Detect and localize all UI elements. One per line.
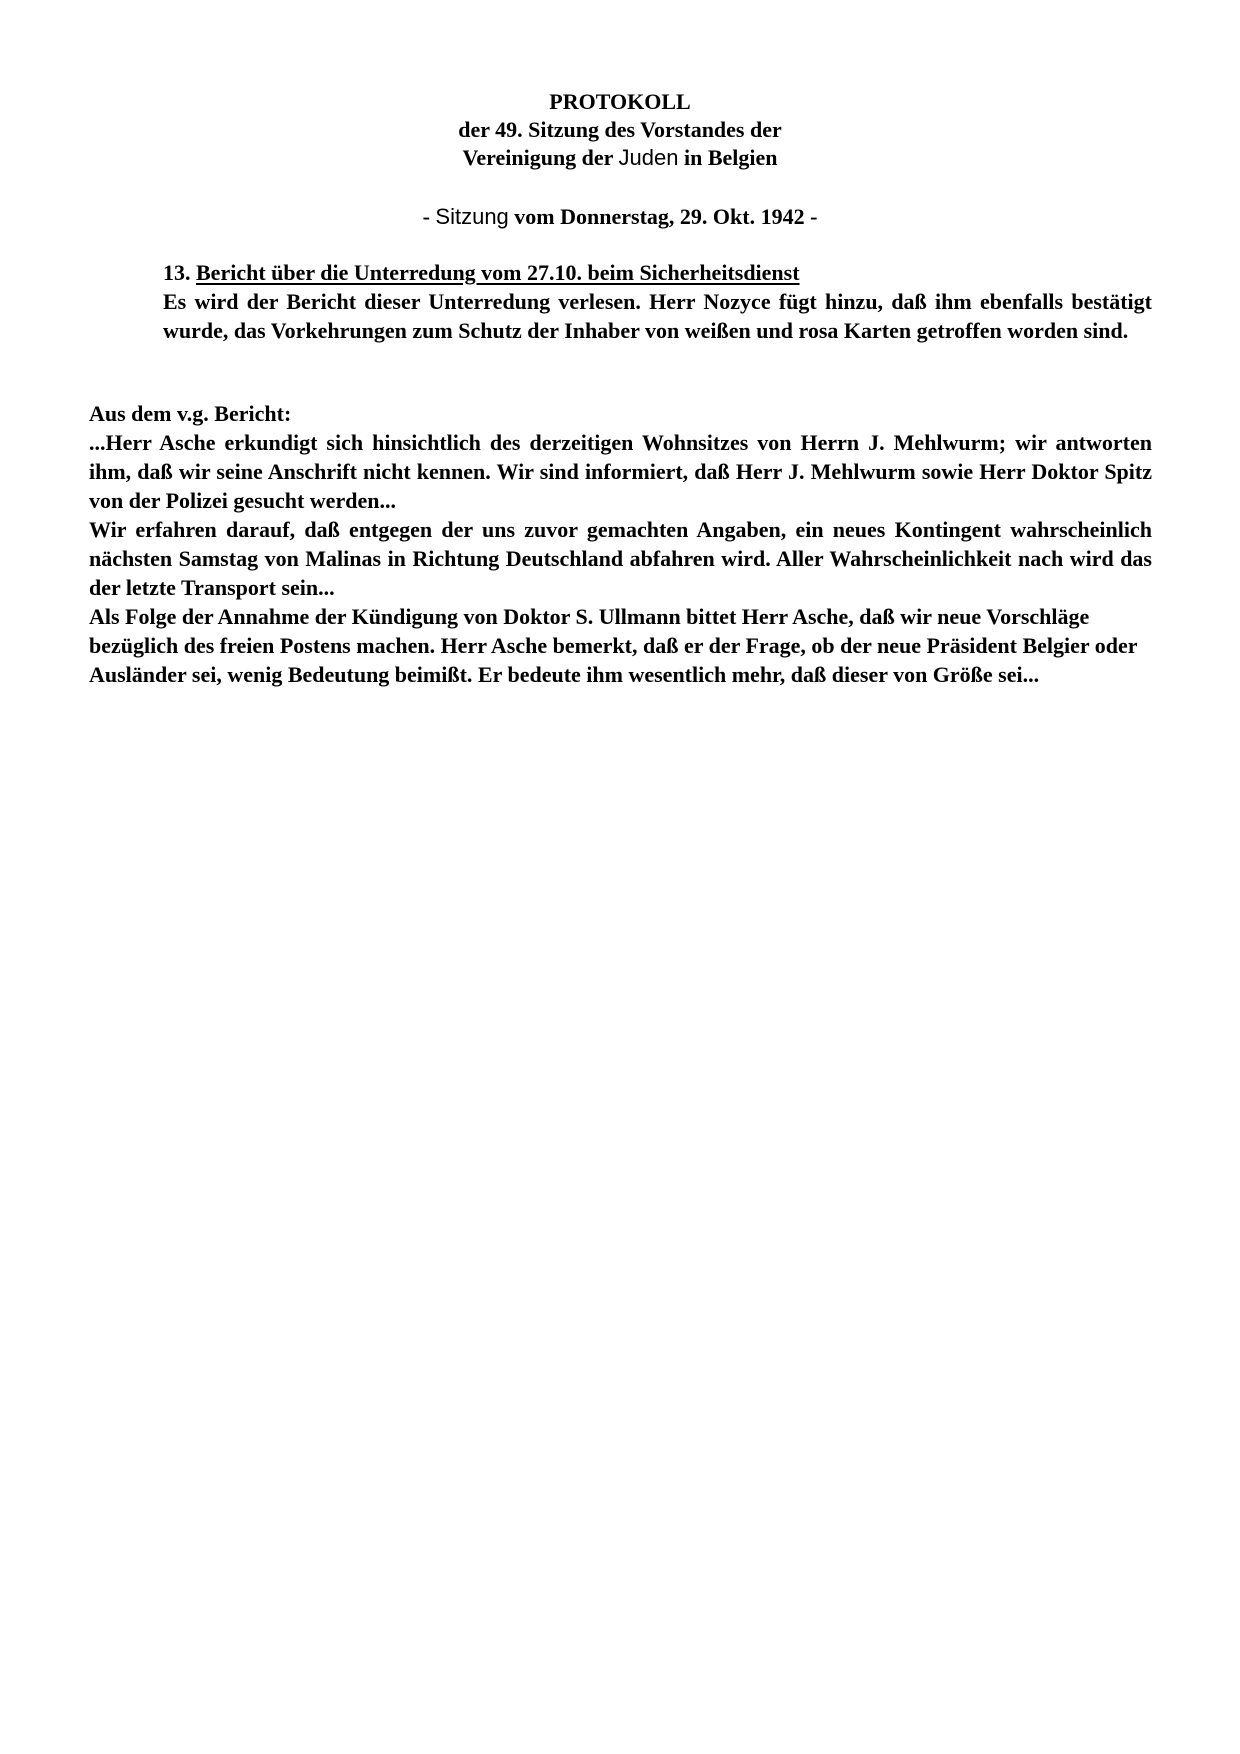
agenda-item-title: Bericht über die Unterredung vom 27.10. beim Sicherheitsdienst [196, 260, 800, 285]
session-date: vom Donnerstag, 29. Okt. 1942 - [508, 204, 818, 229]
report-label: Aus dem v.g. Bericht: [89, 401, 292, 426]
document-header [0, 88, 1240, 172]
session-word: Sitzung [435, 204, 509, 229]
document-subtitle-line: der 49. Sitzung des Vorstandes der [458, 117, 782, 142]
agenda-item-heading [163, 258, 1152, 287]
session-prefix: - [422, 204, 436, 229]
organization-text-part: in Belgien [678, 145, 778, 170]
organization-text-part: Juden [618, 145, 679, 170]
session-date-line [0, 203, 1240, 231]
agenda-item-number: 13. [163, 260, 196, 285]
report-paragraph: Als Folge der Annahme der Kündigung von Doktor S. Ullmann bittet Herr Asche, daß wir neue Vorschläge bezüglich des freien Postens machen. Herr Asche bemerkt, daß er der Frage, ob der neue Präsident Belgier oder Ausländer sei, wenig Bedeutung beimißt. Er bedeute ihm wesentlich mehr, daß dieser von Größe sei... [89, 604, 1138, 687]
report-excerpt [89, 399, 1152, 689]
report-paragraph: ...Herr Asche erkundigt sich hinsichtlich des derzeitigen Wohnsitzes von Herrn J. Mehlwurm; wir antworten ihm, daß wir seine Anschrift nicht kennen. Wir sind informiert, daß Herr J. Mehlwurm sowie Herr Doktor Spitz von der Polizei gesucht werden... [89, 430, 1152, 513]
agenda-item [163, 258, 1152, 345]
document-organization-line [0, 144, 1240, 172]
report-paragraph: Wir erfahren darauf, daß entgegen der uns zuvor gemachten Angaben, ein neues Kontingent wahrscheinlich nächsten Samstag von Malinas in Richtung Deutschland abfahren wird. Aller Wahrscheinlichkeit nach wird das der letzte Transport sein... [89, 517, 1152, 600]
organization-text-part: Vereinigung der [462, 145, 619, 170]
agenda-item-body: Es wird der Bericht dieser Unterredung verlesen. Herr Nozyce fügt hinzu, daß ihm ebenfalls bestätigt wurde, das Vorkehrungen zum Schutz der Inhaber von weißen und rosa Karten getroffen worden sind. [163, 289, 1152, 343]
document-title: PROTOKOLL [549, 89, 691, 114]
